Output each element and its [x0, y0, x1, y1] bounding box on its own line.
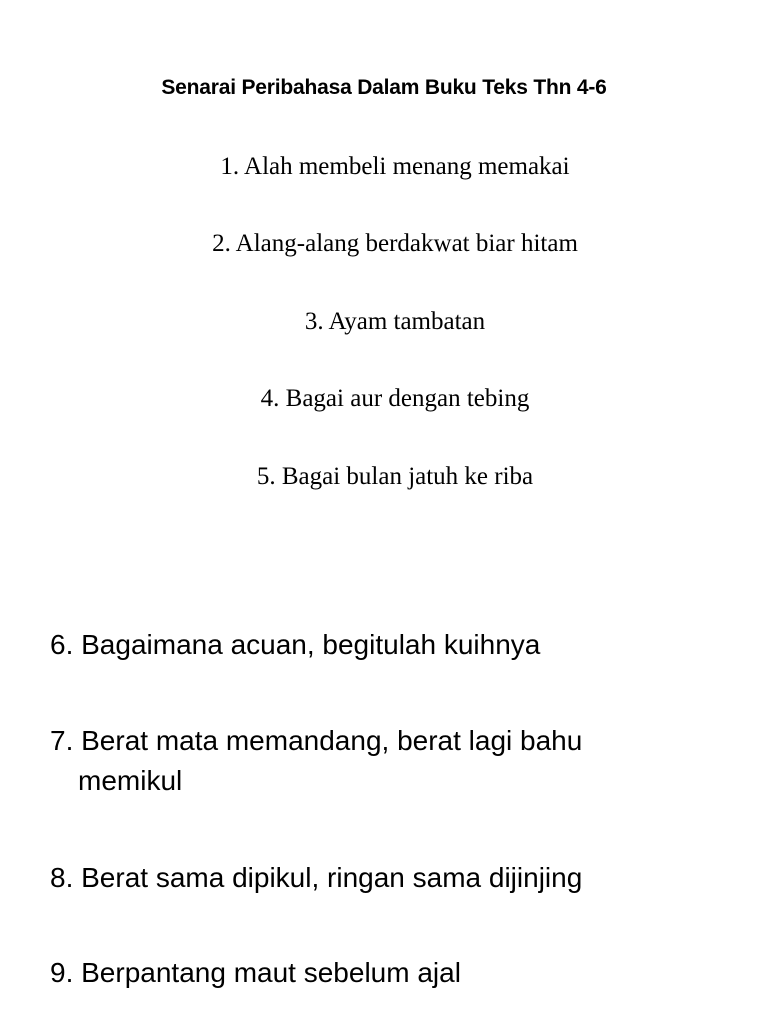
list-item: 1. Alah membeli menang memakai — [220, 153, 570, 180]
list-item-text: 8. Berat sama dipikul, ringan sama dijinjing — [50, 862, 583, 893]
list-item-continuation: memikul — [78, 765, 183, 796]
list-item: 3. Ayam tambatan — [304, 308, 486, 335]
page-title: Senarai Peribahasa Dalam Buku Teks Thn 4-6 — [161, 76, 607, 99]
list-item-text: 7. Berat mata memandang, berat lagi bahu — [50, 725, 583, 756]
list-item: 4. Bagai aur dengan tebing — [260, 385, 530, 412]
list-item: 2. Alang-alang berdakwat biar hitam — [212, 230, 578, 257]
list-item — [50, 721, 750, 801]
list-item-text: 9. Berpantang maut sebelum ajal — [50, 957, 461, 988]
list-item — [50, 953, 750, 993]
list-item: 5. Bagai bulan jatuh ke riba — [256, 463, 534, 490]
list-item — [50, 858, 750, 898]
list-item — [50, 625, 750, 665]
list-item-text: 6. Bagaimana acuan, begitulah kuihnya — [50, 629, 541, 660]
